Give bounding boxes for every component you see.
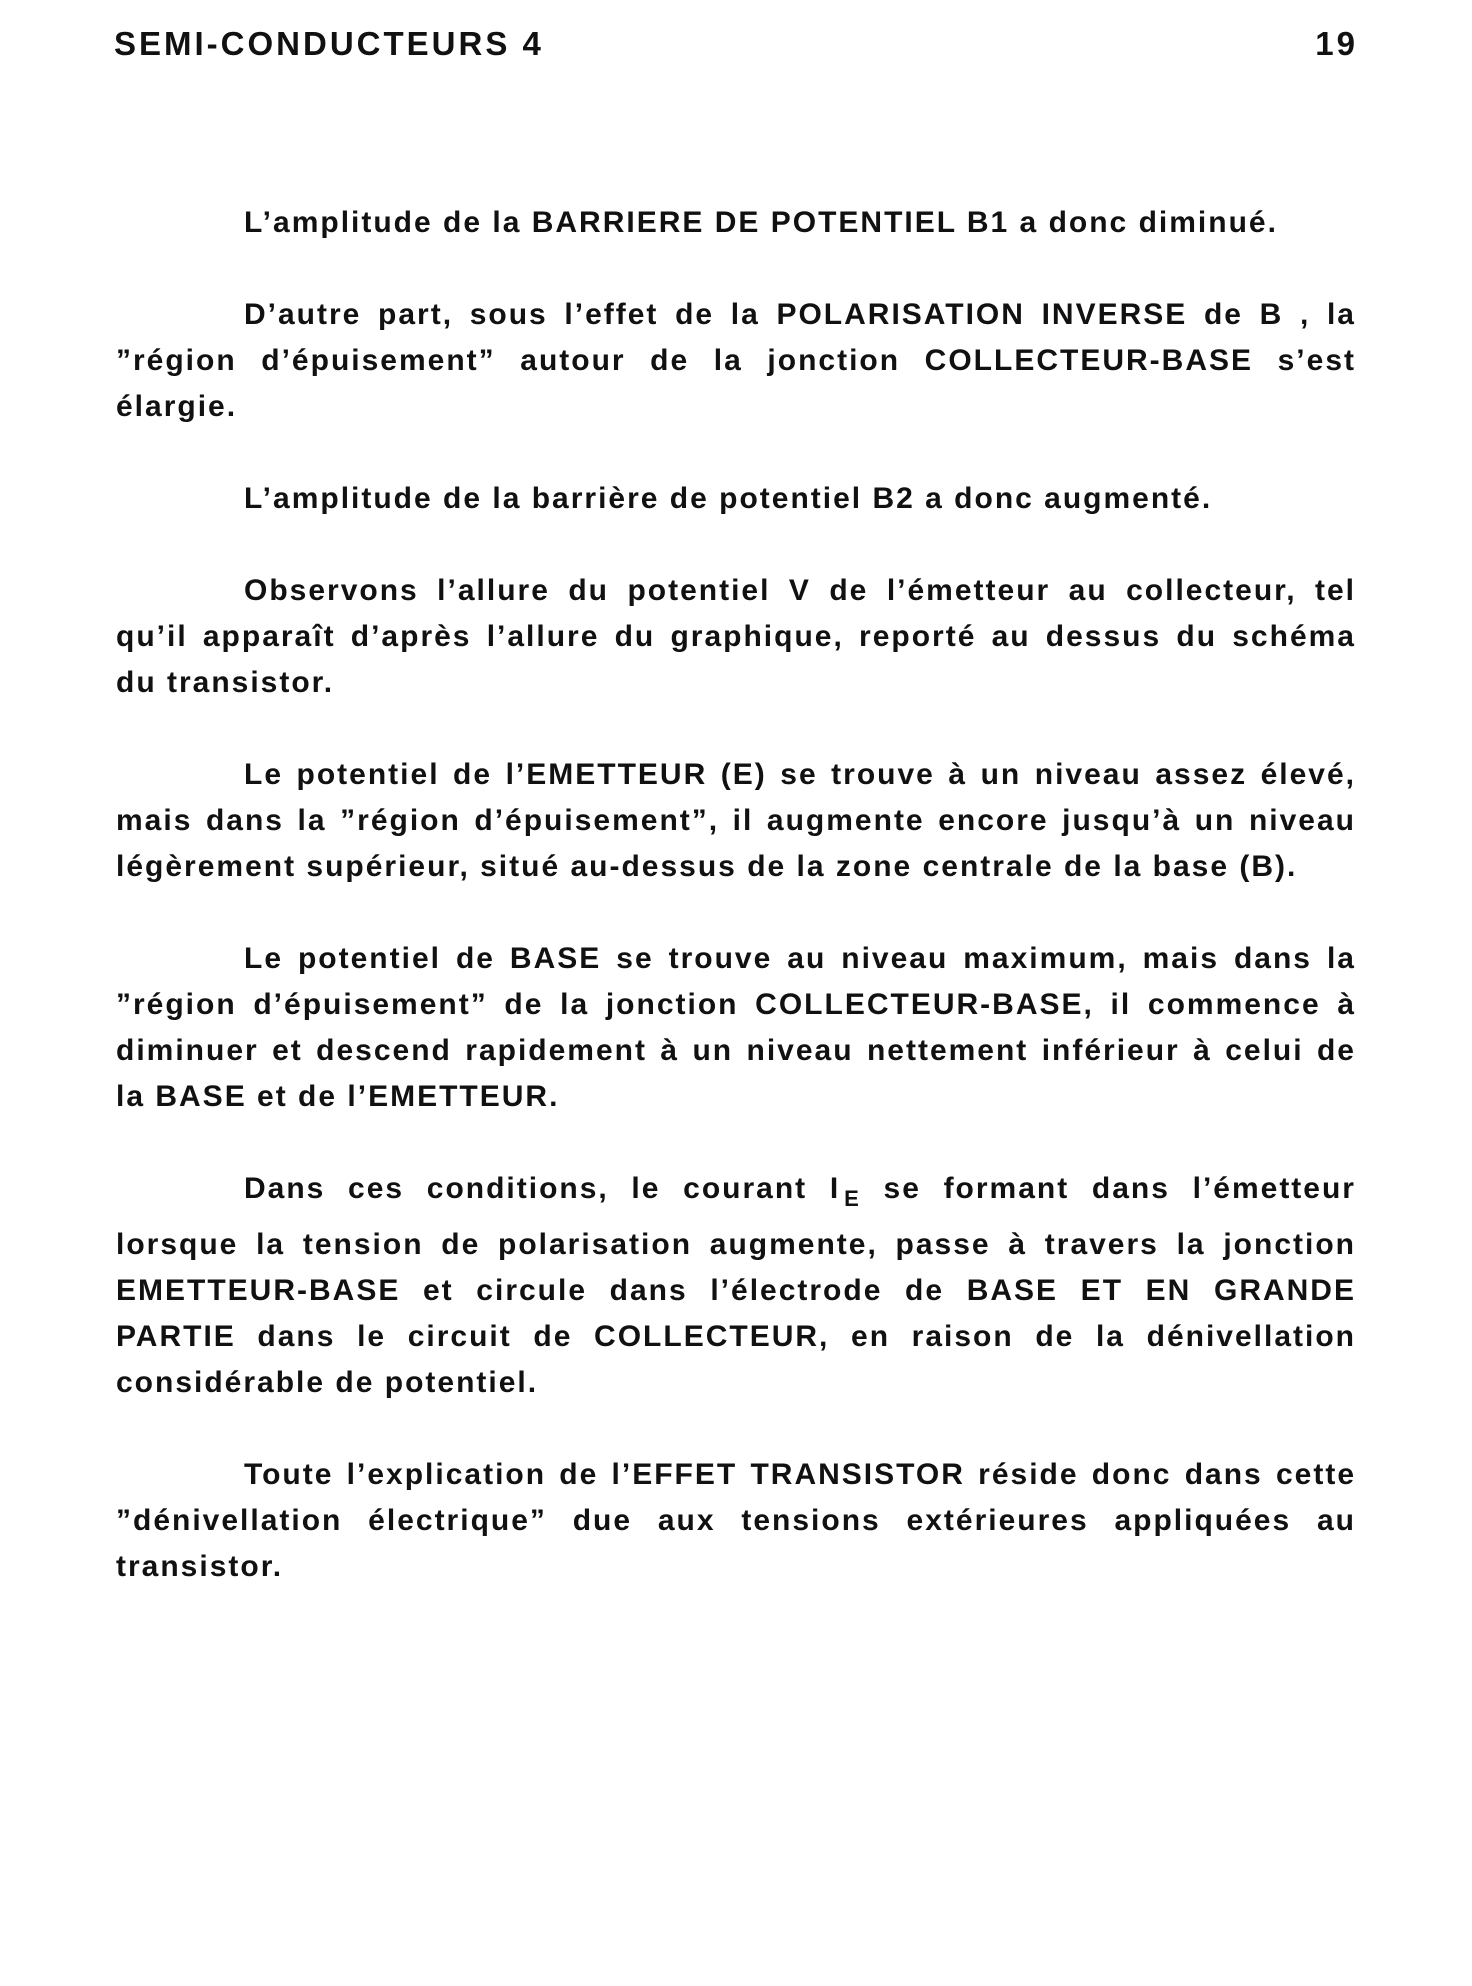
body-text (116, 200, 1356, 1636)
current-subscript: E (844, 1186, 861, 1211)
paragraph-8: Toute l’explication de l’EFFET TRANSISTOR réside donc dans cette ”dénivellation électrique” due aux tensions extérieures appliquées au transistor. (116, 1458, 1356, 1583)
running-header (114, 20, 1358, 68)
paragraph-2: D’autre part, sous l’effet de la POLARISATION INVERSE de B , la ”région d’épuisement” autour de la jonction COLLECTEUR-BASE s’est élargie. (116, 298, 1356, 423)
paragraph-4: Observons l’allure du potentiel V de l’émetteur au collecteur, tel qu’il apparaît d’après l’allure du graphique, reporté au dessus du schéma du transistor. (116, 574, 1356, 699)
paragraph-7-start: Dans ces conditions, le courant I (244, 1172, 841, 1205)
paragraph-7 (116, 1166, 1356, 1406)
running-title: SEMI-CONDUCTEURS 4 (114, 25, 544, 62)
paragraph-7-end: se formant dans l’émetteur lorsque la tension de polarisation augmente, passe à travers la jonction EMETTEUR-BASE et circule dans l’électrode de BASE ET EN GRANDE PARTIE dans le circuit de COLLECTEUR, en raison de la dénivellation considérable de potentiel. (116, 1172, 1356, 1399)
paragraph-6: Le potentiel de BASE se trouve au niveau maximum, mais dans la ”région d’épuisement” de la jonction COLLECTEUR-BASE, il commence à diminuer et descend rapidement à un niveau nettement inférieur à celui de la BASE et de l’EMETTEUR. (116, 942, 1356, 1113)
paragraph-1: L’amplitude de la BARRIERE DE POTENTIEL B1 a donc diminué. (244, 206, 1278, 239)
page-number: 19 (1315, 25, 1358, 62)
paragraph-3: L’amplitude de la barrière de potentiel B2 a donc augmenté. (244, 482, 1213, 515)
paragraph-5: Le potentiel de l’EMETTEUR (E) se trouve à un niveau assez élevé, mais dans la ”région d’épuisement”, il augmente encore jusqu’à un niveau légèrement supérieur, situé au-dessus de la zone centrale de la base (B). (116, 758, 1356, 883)
